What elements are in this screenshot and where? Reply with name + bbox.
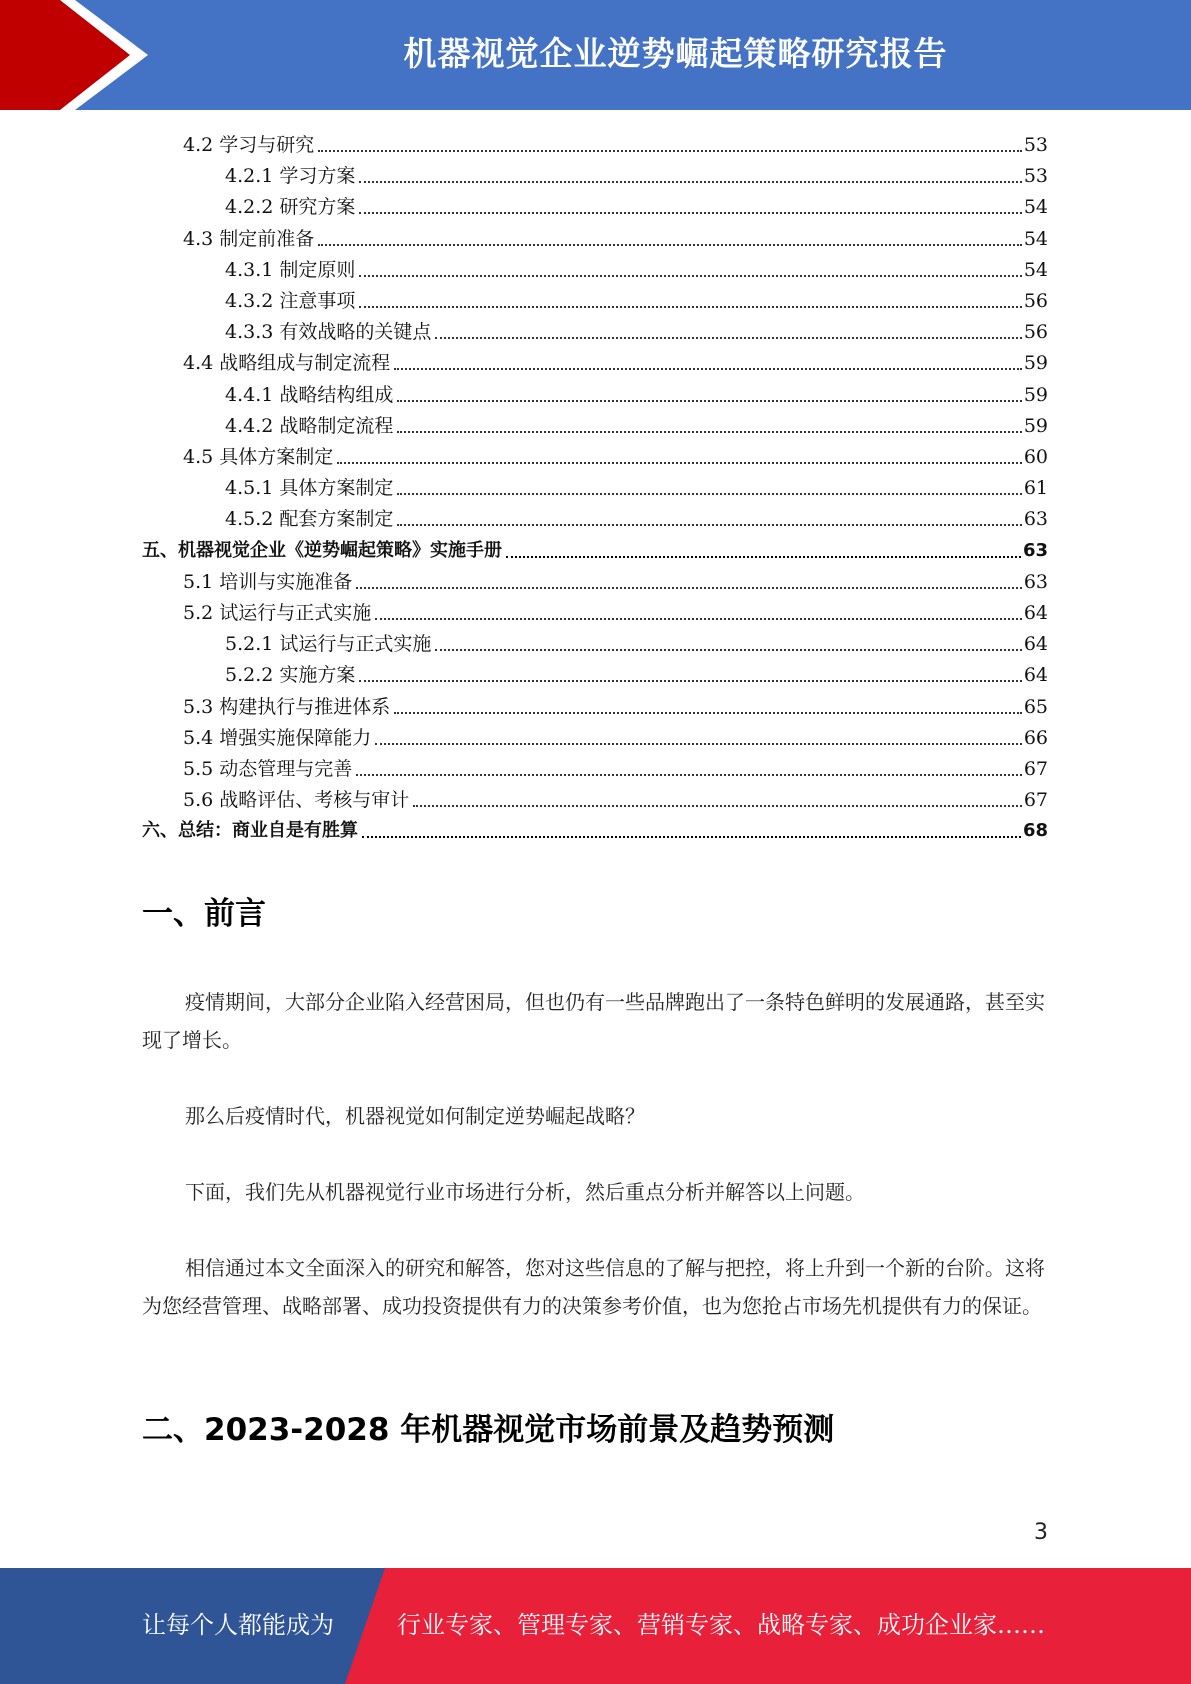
toc-entry[interactable] [142,533,1048,564]
toc-entry-label: 5.1 培训与实施准备 [183,570,353,593]
toc-entry-page: 59 [1023,383,1048,406]
toc-dot-leader [413,805,1022,807]
preface-paragraph-2: 那么后疫情时代，机器视觉如何制定逆势崛起战略？ [185,1104,645,1128]
toc-entry[interactable] [183,782,1048,813]
toc-dot-leader [356,774,1022,776]
toc-entry-page: 64 [1023,602,1048,624]
toc-entry-label: 5.6 战略评估、考核与审计 [183,789,410,812]
page-header [0,0,1191,110]
toc-entry-page: 53 [1023,165,1048,188]
toc-entry[interactable] [225,283,1048,314]
toc-entry-label: 4.4.1 战略结构组成 [225,383,394,406]
toc-dot-leader [435,337,1021,339]
toc-entry-page: 60 [1023,446,1048,468]
toc-dot-leader [318,150,1022,152]
toc-entry-page: 67 [1023,789,1048,812]
toc-entry[interactable] [225,408,1048,439]
toc-entry-label: 5.5 动态管理与完善 [183,758,353,780]
toc-entry-page: 66 [1023,726,1048,749]
preface-paragraph-3: 下面，我们先从机器视觉行业市场进行分析，然后重点分析并解答以上问题。 [185,1180,865,1204]
toc-entry-page: 59 [1023,352,1048,375]
toc-dot-leader [362,836,1021,838]
toc-dot-leader [506,556,1021,558]
toc-entry[interactable] [225,158,1048,189]
toc-entry[interactable] [183,689,1048,720]
toc-entry-page: 54 [1023,196,1048,219]
page-footer [0,1568,1191,1684]
toc-dot-leader [375,618,1022,620]
toc-entry[interactable] [225,501,1048,532]
toc-entry[interactable] [183,127,1048,158]
toc-entry-label: 4.2.2 研究方案 [225,196,356,219]
toc-entry-page: 63 [1023,570,1048,593]
preface-paragraph-4: 相信通过本文全面深入的研究和解答，您对这些信息的了解与把控，将上升到一个新的台阶。这将为您经营管理、战略部署、成功投资提供有力的决策参考价值，也为您抢占市场先机提供有力的保证。 [142,1256,1045,1318]
toc-entry[interactable] [183,595,1048,626]
toc-entry-page: 65 [1023,695,1048,718]
toc-dot-leader [359,680,1021,682]
toc-dot-leader [359,306,1021,308]
toc-entry-label: 4.2 学习与研究 [183,134,315,156]
toc-entry[interactable] [183,751,1048,782]
toc-dot-leader [394,712,1022,714]
toc-entry[interactable] [142,813,1048,844]
preface-heading: 一、前言 [142,896,266,932]
toc-entry-page: 59 [1023,414,1048,437]
toc-entry[interactable] [225,626,1048,657]
toc-entry-label: 5.2.2 实施方案 [225,664,356,687]
toc-entry-label: 4.5.2 配套方案制定 [225,508,394,531]
toc-entry-page: 56 [1023,321,1048,344]
toc-dot-leader [337,462,1022,464]
toc-entry-label: 5.3 构建执行与推进体系 [183,695,391,718]
toc-entry-page: 54 [1023,258,1048,281]
toc-entry-page: 53 [1023,134,1048,156]
toc-entry-label: 五、机器视觉企业《逆势崛起策略》实施手册 [142,539,502,561]
toc-entry-label: 4.3.3 有效战略的关键点 [225,321,432,344]
toc-entry[interactable] [225,189,1048,220]
report-title: 机器视觉企业逆势崛起策略研究报告 [403,34,948,73]
toc-entry-label: 4.5 具体方案制定 [183,446,334,468]
footer-slogan-right: 行业专家、管理专家、营销专家、战略专家、成功企业家…… [397,1611,1045,1639]
toc-entry-label: 4.5.1 具体方案制定 [225,477,394,500]
toc-dot-leader [435,649,1021,651]
toc-entry-page: 64 [1023,633,1048,656]
toc-entry-label: 六、总结：商业自是有胜算 [142,820,358,842]
toc-entry-label: 5.4 增强实施保障能力 [183,726,372,749]
toc-dot-leader [359,181,1021,183]
toc-entry-label: 4.2.1 学习方案 [225,165,356,188]
toc-dot-leader [359,275,1021,277]
toc-entry-page: 68 [1022,820,1048,842]
toc-entry[interactable] [225,252,1048,283]
toc-entry-label: 4.4.2 战略制定流程 [225,414,394,437]
toc-entry[interactable] [183,720,1048,751]
toc-entry-label: 5.2.1 试运行与正式实施 [225,633,432,656]
toc-dot-leader [397,431,1021,433]
toc-entry-page: 56 [1023,290,1048,312]
toc-dot-leader [397,400,1021,402]
toc-dot-leader [318,244,1022,246]
toc-dot-leader [397,524,1021,526]
toc-entry-label: 5.2 试运行与正式实施 [183,602,372,624]
toc-entry[interactable] [225,657,1048,688]
preface-paragraph-1: 疫情期间，大部分企业陷入经营困局，但也仍有一些品牌跑出了一条特色鲜明的发展通路，甚至实现了增长。 [142,990,1045,1052]
section-2-heading: 二、2023-2028 年机器视觉市场前景及趋势预测 [142,1412,835,1448]
toc-entry[interactable] [225,470,1048,501]
toc-dot-leader [397,493,1021,495]
footer-slogan-left: 让每个人都能成为 [142,1611,334,1639]
toc-entry[interactable] [183,221,1048,252]
toc-entry[interactable] [225,377,1048,408]
toc-entry-page: 63 [1023,508,1048,531]
toc-entry-page: 61 [1023,477,1048,500]
toc-dot-leader [375,743,1022,745]
toc-entry-label: 4.3.1 制定原则 [225,258,356,281]
toc-entry-page: 67 [1023,758,1048,780]
toc-entry[interactable] [225,314,1048,345]
toc-dot-leader [359,212,1021,214]
page-number: 3 [1034,1520,1048,1545]
toc-entry[interactable] [183,564,1048,595]
toc-entry-page: 54 [1023,227,1048,250]
toc-entry-label: 4.3.2 注意事项 [225,290,356,312]
toc-entry-page: 63 [1022,539,1048,561]
toc-entry[interactable] [183,439,1048,470]
toc-dot-leader [356,587,1022,589]
toc-entry-label: 4.3 制定前准备 [183,227,315,250]
toc-entry[interactable] [183,345,1048,376]
toc-entry-label: 4.4 战略组成与制定流程 [183,352,391,375]
toc-dot-leader [394,368,1022,370]
toc-entry-page: 64 [1023,664,1048,687]
